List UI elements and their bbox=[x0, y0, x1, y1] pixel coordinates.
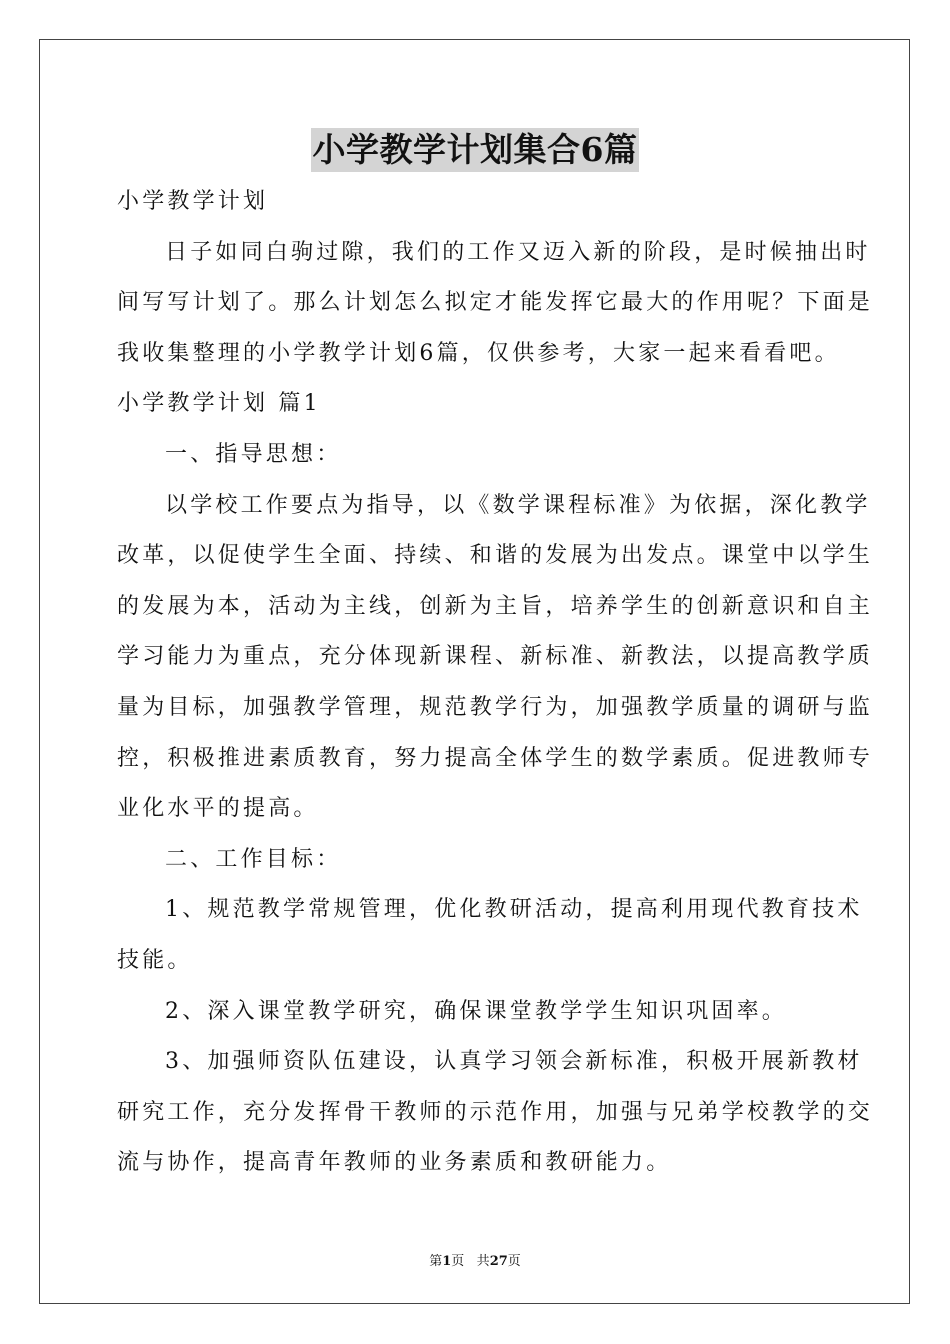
text-line: 技能。 bbox=[117, 947, 193, 973]
text-line: 3、加强师资队伍建设，认真学习领会新标准，积极开展新教材 bbox=[165, 1049, 863, 1075]
page-footer bbox=[0, 1250, 950, 1269]
text-line: 研究工作，充分发挥骨干教师的示范作用，加强与兄弟学校教学的交 bbox=[117, 1099, 874, 1125]
total-pages: 27 bbox=[489, 1254, 508, 1269]
document-body bbox=[117, 177, 874, 1189]
text-line: 以学校工作要点为指导，以《数学课程标准》为依据，深化教学 bbox=[165, 492, 871, 518]
text-line: 日子如同白驹过隙，我们的工作又迈入新的阶段，是时候抽出时 bbox=[165, 239, 871, 265]
page-number: 1 bbox=[442, 1254, 452, 1269]
text-line: 小学教学计划 bbox=[117, 189, 269, 214]
text-line: 1、规范教学常规管理，优化教研活动，提高利用现代教育技术 bbox=[165, 897, 863, 923]
text-line: 流与协作，提高青年教师的业务素质和教研能力。 bbox=[117, 1150, 672, 1176]
title-container bbox=[0, 128, 950, 172]
text-line: 业化水平的提高。 bbox=[117, 796, 319, 822]
text-line: 我收集整理的小学教学计划6篇，仅供参考，大家一起来看看吧。 bbox=[117, 340, 840, 366]
text-line: 学习能力为重点，充分体现新课程、新标准、新教法，以提高教学质 bbox=[117, 644, 874, 670]
total-prefix: 共 bbox=[476, 1254, 490, 1269]
text-line: 改革，以促使学生全面、持续、和谐的发展为出发点。课堂中以学生 bbox=[117, 543, 874, 569]
text-line: 一、指导思想： bbox=[165, 441, 342, 467]
total-suffix: 页 bbox=[507, 1254, 521, 1269]
text-line: 间写写计划了。那么计划怎么拟定才能发挥它最大的作用呢？下面是 bbox=[117, 290, 874, 316]
text-line: 二、工作目标： bbox=[165, 846, 342, 872]
page-suffix: 页 bbox=[451, 1254, 465, 1269]
text-line: 量为目标，加强教学管理，规范教学行为，加强教学质量的调研与监 bbox=[117, 694, 874, 720]
text-line: 2、深入课堂教学研究，确保课堂教学学生知识巩固率。 bbox=[165, 998, 787, 1024]
text-line: 小学教学计划 篇1 bbox=[117, 391, 321, 417]
text-line: 控，积极推进素质教育，努力提高全体学生的数学素质。促进教师专 bbox=[117, 745, 874, 771]
page-prefix: 第 bbox=[429, 1254, 443, 1269]
text-line: 的发展为本，活动为主线，创新为主旨，培养学生的创新意识和自主 bbox=[117, 593, 874, 619]
document-title: 小学教学计划集合6篇 bbox=[311, 128, 640, 172]
